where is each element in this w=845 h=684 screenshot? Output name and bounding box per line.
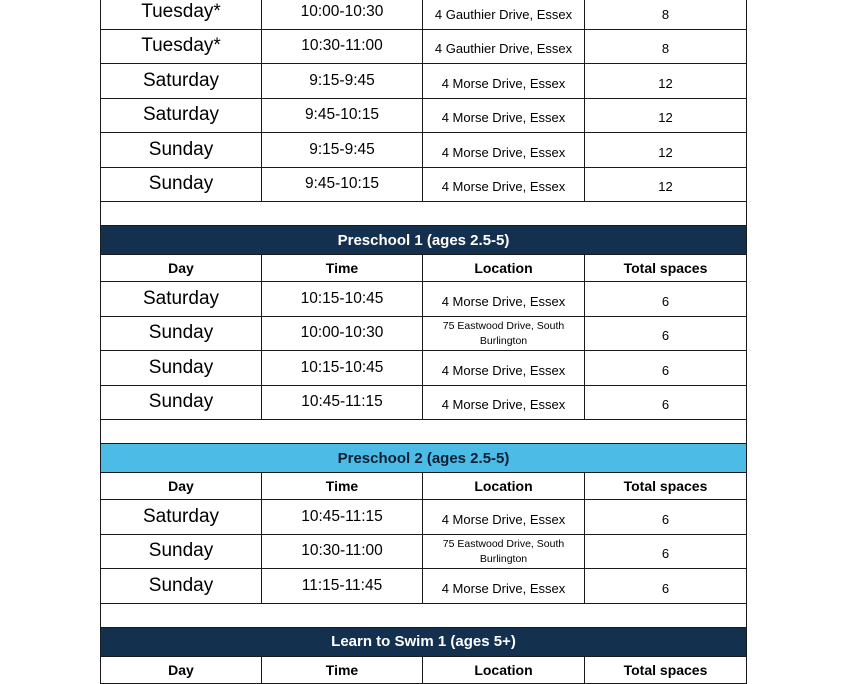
spaces-cell: 6 <box>585 351 747 386</box>
day-cell: Tuesday* <box>101 0 262 29</box>
table-row <box>101 500 747 535</box>
location-cell: 4 Morse Drive, Essex <box>423 569 585 604</box>
column-header-day: Day <box>101 656 262 683</box>
time-cell: 9:15-9:45 <box>262 64 423 99</box>
day-cell: Saturday <box>101 64 262 99</box>
table-row <box>101 534 747 569</box>
time-cell: 10:30-11:00 <box>262 534 423 569</box>
time-cell: 9:45-10:15 <box>262 98 423 133</box>
table-row <box>101 98 747 133</box>
table-row <box>101 569 747 604</box>
location-cell: 4 Morse Drive, Essex <box>423 351 585 386</box>
section-title: Preschool 2 (ages 2.5-5) <box>101 444 747 473</box>
location-cell: 4 Morse Drive, Essex <box>423 282 585 317</box>
table-row <box>101 133 747 168</box>
location-cell: 4 Morse Drive, Essex <box>423 98 585 133</box>
time-cell: 10:15-10:45 <box>262 351 423 386</box>
time-cell: 10:00-10:30 <box>262 0 423 29</box>
column-header-time: Time <box>262 656 423 683</box>
table-row <box>101 316 747 351</box>
section-title: Preschool 1 (ages 2.5-5) <box>101 226 747 255</box>
table-row <box>101 351 747 386</box>
schedule-sheet <box>100 0 746 684</box>
section-header-learn-to-swim-1 <box>101 627 747 656</box>
section-title: Learn to Swim 1 (ages 5+) <box>101 627 747 656</box>
column-header-spaces: Total spaces <box>585 255 747 282</box>
day-cell: Sunday <box>101 351 262 386</box>
location-cell: 4 Gauthier Drive, Essex <box>423 0 585 29</box>
location-cell: 4 Morse Drive, Essex <box>423 64 585 99</box>
column-header-row <box>101 255 747 282</box>
spaces-cell: 6 <box>585 282 747 317</box>
column-header-time: Time <box>262 473 423 500</box>
spaces-cell: 6 <box>585 569 747 604</box>
day-cell: Sunday <box>101 534 262 569</box>
spaces-cell: 6 <box>585 534 747 569</box>
column-header-spaces: Total spaces <box>585 656 747 683</box>
section-spacer <box>101 603 747 627</box>
location-cell: 4 Morse Drive, Essex <box>423 500 585 535</box>
time-cell: 10:45-11:15 <box>262 385 423 420</box>
time-cell: 9:15-9:45 <box>262 133 423 168</box>
column-header-location: Location <box>423 255 585 282</box>
day-cell: Sunday <box>101 385 262 420</box>
spaces-cell: 12 <box>585 98 747 133</box>
location-cell: 4 Morse Drive, Essex <box>423 385 585 420</box>
location-cell: 4 Morse Drive, Essex <box>423 167 585 202</box>
table-row <box>101 0 747 29</box>
column-header-spaces: Total spaces <box>585 473 747 500</box>
time-cell: 10:45-11:15 <box>262 500 423 535</box>
column-header-location: Location <box>423 656 585 683</box>
day-cell: Saturday <box>101 500 262 535</box>
time-cell: 10:30-11:00 <box>262 29 423 64</box>
section-header-preschool-2 <box>101 444 747 473</box>
spaces-cell: 8 <box>585 29 747 64</box>
spaces-cell: 12 <box>585 133 747 168</box>
table-row <box>101 385 747 420</box>
column-header-location: Location <box>423 473 585 500</box>
spaces-cell: 6 <box>585 385 747 420</box>
location-cell: 4 Gauthier Drive, Essex <box>423 29 585 64</box>
column-header-day: Day <box>101 473 262 500</box>
schedule-table <box>100 0 747 684</box>
day-cell: Sunday <box>101 167 262 202</box>
spaces-cell: 8 <box>585 0 747 29</box>
column-header-row <box>101 473 747 500</box>
section-header-preschool-1 <box>101 226 747 255</box>
day-cell: Tuesday* <box>101 29 262 64</box>
table-row <box>101 282 747 317</box>
day-cell: Sunday <box>101 316 262 351</box>
location-cell: 4 Morse Drive, Essex <box>423 133 585 168</box>
location-cell: 75 Eastwood Drive, South Burlington <box>423 316 585 351</box>
spaces-cell: 6 <box>585 316 747 351</box>
column-header-row <box>101 656 747 683</box>
day-cell: Saturday <box>101 282 262 317</box>
spaces-cell: 6 <box>585 500 747 535</box>
column-header-day: Day <box>101 255 262 282</box>
time-cell: 10:00-10:30 <box>262 316 423 351</box>
section-spacer <box>101 202 747 226</box>
day-cell: Sunday <box>101 133 262 168</box>
day-cell: Sunday <box>101 569 262 604</box>
table-row <box>101 167 747 202</box>
section-spacer <box>101 420 747 444</box>
spaces-cell: 12 <box>585 167 747 202</box>
day-cell: Saturday <box>101 98 262 133</box>
table-row <box>101 29 747 64</box>
time-cell: 9:45-10:15 <box>262 167 423 202</box>
spaces-cell: 12 <box>585 64 747 99</box>
time-cell: 10:15-10:45 <box>262 282 423 317</box>
table-row <box>101 64 747 99</box>
time-cell: 11:15-11:45 <box>262 569 423 604</box>
column-header-time: Time <box>262 255 423 282</box>
location-cell: 75 Eastwood Drive, South Burlington <box>423 534 585 569</box>
